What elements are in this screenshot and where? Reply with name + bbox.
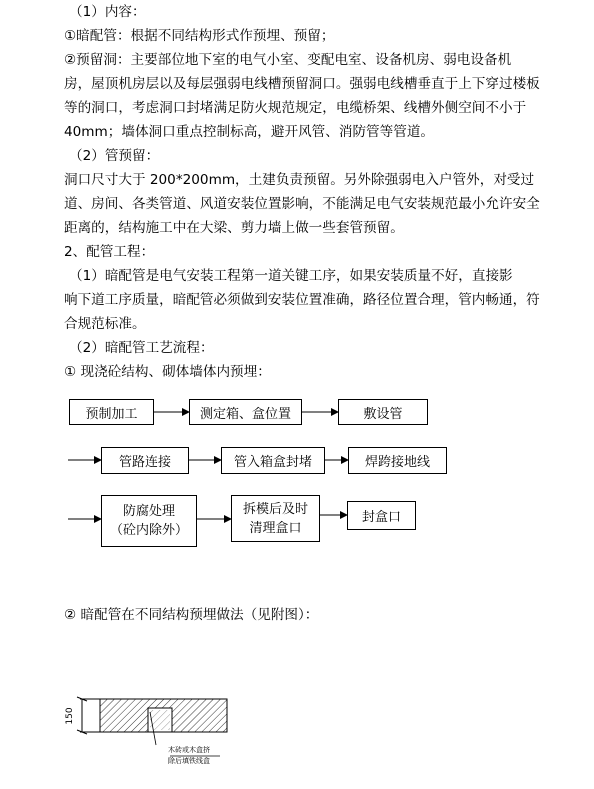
pipe-line-2: 道、房间、各类管道、风道安装位置影响，不能满足电气安装规范最小允许安全 xyxy=(64,196,540,212)
pipe-line-1: 洞口尺寸大于 200*200mm，土建负责预留。另外除强弱电入户管外，对受过 xyxy=(64,172,535,188)
item-hole-line-3: 等的洞口，考虑洞口封堵满足防火规范规定，电缆桥架、线槽外侧空间不小于 xyxy=(64,100,527,116)
item-hole-line-2: 房，屋顶机房层以及每层强弱电线槽预留洞口。强弱电线槽垂直于上下穿过楼板 xyxy=(64,76,540,92)
section-2-line-1: （1）暗配管是电气安装工程第一道关键工序，如果安装质量不好，直接影 xyxy=(69,268,513,284)
item-hole-line-1: ②预留洞：主要部位地下室的电气小室、变配电室、设备机房、弱电设备机 xyxy=(64,52,512,68)
flow-step-clean-line-1: 拆模后及时 xyxy=(242,501,308,517)
section-2-line-3: 合规范标准。 xyxy=(64,316,146,332)
flow-step-clean-line-2: 清理盒口 xyxy=(249,520,302,536)
item-hole-line-4: 40mm；墙体洞口重点控制标高，避开风管、消防管等管道。 xyxy=(64,124,435,140)
flow-step-seal-boxes: 管入箱盒封堵 xyxy=(221,447,325,474)
dimension-mark xyxy=(77,697,100,734)
section-2-line-2: 响下道工序质量，暗配管必须做到安装位置准确，路径位置合理，管内畅通，符 xyxy=(64,292,540,308)
flow-step-anticorrosion-line-2: （砼内除外） xyxy=(109,523,188,538)
flow-step-seal-mouth-label: 封盒口 xyxy=(361,510,401,525)
figure-note-line-1: 木砖或木盒挤 xyxy=(168,746,210,754)
item-conduit: ①暗配管：根据不同结构形式作预埋、预留； xyxy=(64,28,335,44)
flow-step-anticorrosion-line-1: 防腐处理 xyxy=(122,504,175,519)
flow-step-prefabricate: 预制加工 xyxy=(69,399,154,425)
section-2-sub-2: ② 暗配管在不同结构预埋做法（见附图）： xyxy=(64,607,319,623)
pipe-line-3: 距离的，结构施工中在大梁、剪力墙上做一些套管预留。 xyxy=(64,220,404,236)
heading-content: （1）内容： xyxy=(69,4,146,20)
flow-step-connect-pipes: 管路连接 xyxy=(101,447,189,474)
figure-note-line-2: 除后填铁线盒 xyxy=(168,757,210,765)
flow-step-lay-pipe: 敷设管 xyxy=(338,399,428,425)
dimension-label: 150 xyxy=(65,707,75,725)
section-2-sub-1: ① 现浇砼结构、砌体墙体内预埋： xyxy=(64,364,271,380)
section-2-heading: 2、配管工程： xyxy=(64,244,155,260)
heading-pipe: （2）管预留： xyxy=(69,148,160,164)
section-2-heading-2: （2）暗配管工艺流程： xyxy=(69,340,214,356)
flow-step-weld-ground: 焊跨接地线 xyxy=(348,447,447,474)
flow-step-locate-boxes: 测定箱、盒位置 xyxy=(189,399,302,425)
